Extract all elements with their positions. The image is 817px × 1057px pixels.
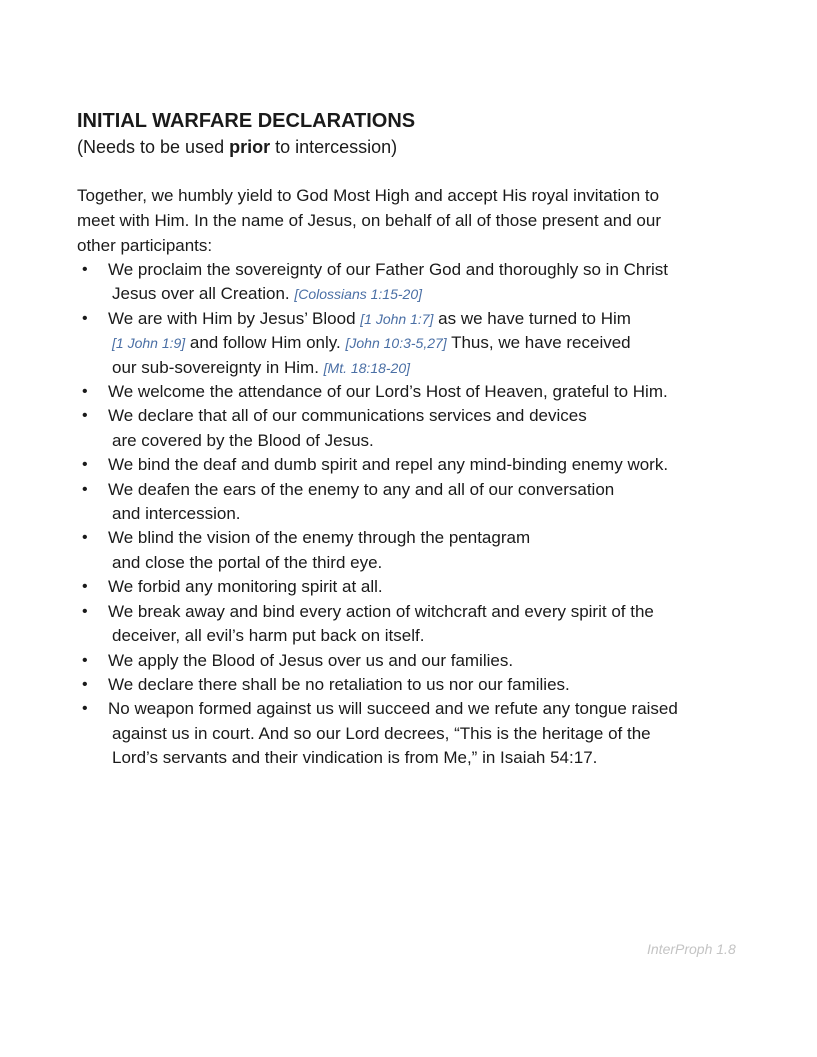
item-line: [108, 331, 737, 355]
item-line: We forbid any monitoring spirit at all.: [108, 577, 383, 597]
item-line: and intercession.: [112, 504, 241, 524]
scripture-reference: [Colossians 1:15-20]: [294, 286, 423, 303]
declaration-group: [77, 453, 737, 477]
item-line: and close the portal of the third eye.: [112, 552, 383, 572]
item-text: as we have turned to Him: [433, 308, 631, 328]
subtitle-text-pre: (Needs to be used: [77, 137, 230, 157]
declaration-item: [77, 307, 737, 380]
declaration-item: [77, 600, 737, 649]
declaration-group: [77, 258, 737, 380]
bullet-icon: •: [82, 456, 88, 474]
subtitle-text-post: to intercession): [270, 137, 398, 157]
declaration-item: [77, 404, 737, 453]
declaration-group: [77, 649, 737, 771]
item-line: We declare that all of our communications services and devices: [108, 406, 587, 426]
scripture-reference: [1 John 1:9]: [112, 335, 186, 352]
declaration-item: [77, 453, 737, 477]
declaration-item: [77, 697, 737, 770]
scripture-reference: [Mt. 18:18-20]: [323, 359, 411, 376]
declaration-item: [77, 258, 737, 307]
item-line: We apply the Blood of Jesus over us and our families.: [108, 650, 514, 670]
declaration-item: [77, 526, 737, 575]
bullet-icon: •: [82, 651, 88, 669]
item-line: [108, 282, 737, 306]
item-line: [108, 307, 737, 331]
item-text: and follow Him only.: [185, 333, 346, 353]
bullet-icon: •: [82, 602, 88, 620]
intro-paragraph: [77, 183, 737, 258]
bullet-icon: •: [82, 529, 88, 547]
bullet-icon: •: [82, 700, 88, 718]
intro-line: other participants:: [77, 236, 213, 255]
item-line: Lord’s servants and their vindication is from Me,” in Isaiah 54:17.: [112, 748, 598, 768]
declaration-group: [77, 404, 737, 453]
declaration-item: [77, 478, 737, 527]
bullet-icon: •: [82, 261, 88, 278]
page-subtitle: [77, 134, 737, 160]
item-text: Jesus over all Creation.: [112, 284, 295, 304]
footer-version-label: InterProph 1.8: [647, 941, 736, 957]
scripture-reference: [John 10:3-5,27]: [345, 335, 447, 352]
subtitle-bold-word: prior: [229, 137, 271, 157]
item-line: against us in court. And so our Lord decrees, “This is the heritage of the: [112, 723, 651, 743]
bullet-icon: •: [82, 309, 88, 327]
declaration-item: [77, 673, 737, 697]
declaration-group: [77, 600, 737, 649]
intro-line: Together, we humbly yield to God Most High and accept His royal invitation to: [77, 186, 660, 205]
item-line: are covered by the Blood of Jesus.: [112, 430, 374, 450]
declaration-group: [77, 478, 737, 600]
item-text: our sub-sovereignty in Him.: [112, 357, 324, 377]
declaration-group: [77, 380, 737, 404]
item-text: Thus, we have received: [446, 333, 631, 353]
item-line: We welcome the attendance of our Lord’s Host of Heaven, grateful to Him.: [108, 382, 668, 402]
bullet-icon: •: [82, 675, 88, 693]
item-line: No weapon formed against us will succeed and we refute any tongue raised: [108, 699, 678, 719]
item-line: We bind the deaf and dumb spirit and repel any mind-binding enemy work.: [108, 455, 669, 475]
item-line: We declare there shall be no retaliation to us nor our families.: [108, 674, 570, 694]
document-content: [77, 108, 737, 771]
declaration-item: [77, 575, 737, 599]
item-text: We are with Him by Jesus’ Blood: [108, 308, 361, 328]
item-line: We proclaim the sovereignty of our Father God and thoroughly so in Christ: [108, 260, 669, 279]
declaration-item: [77, 649, 737, 673]
bullet-icon: •: [82, 480, 88, 498]
item-line: We blind the vision of the enemy through the pentagram: [108, 528, 531, 548]
item-line: We deafen the ears of the enemy to any and all of our conversation: [108, 479, 615, 499]
page-title: INITIAL WARFARE DECLARATIONS: [77, 110, 416, 132]
declaration-item: [77, 380, 737, 404]
bullet-icon: •: [82, 407, 88, 425]
bullet-icon: •: [82, 383, 88, 401]
intro-line: meet with Him. In the name of Jesus, on behalf of all of those present and our: [77, 211, 661, 230]
item-line: deceiver, all evil’s harm put back on itself.: [112, 626, 425, 646]
scripture-reference: [1 John 1:7]: [360, 310, 434, 327]
item-line: We break away and bind every action of witchcraft and every spirit of the: [108, 601, 654, 621]
item-line: [108, 356, 737, 380]
bullet-icon: •: [82, 578, 88, 596]
